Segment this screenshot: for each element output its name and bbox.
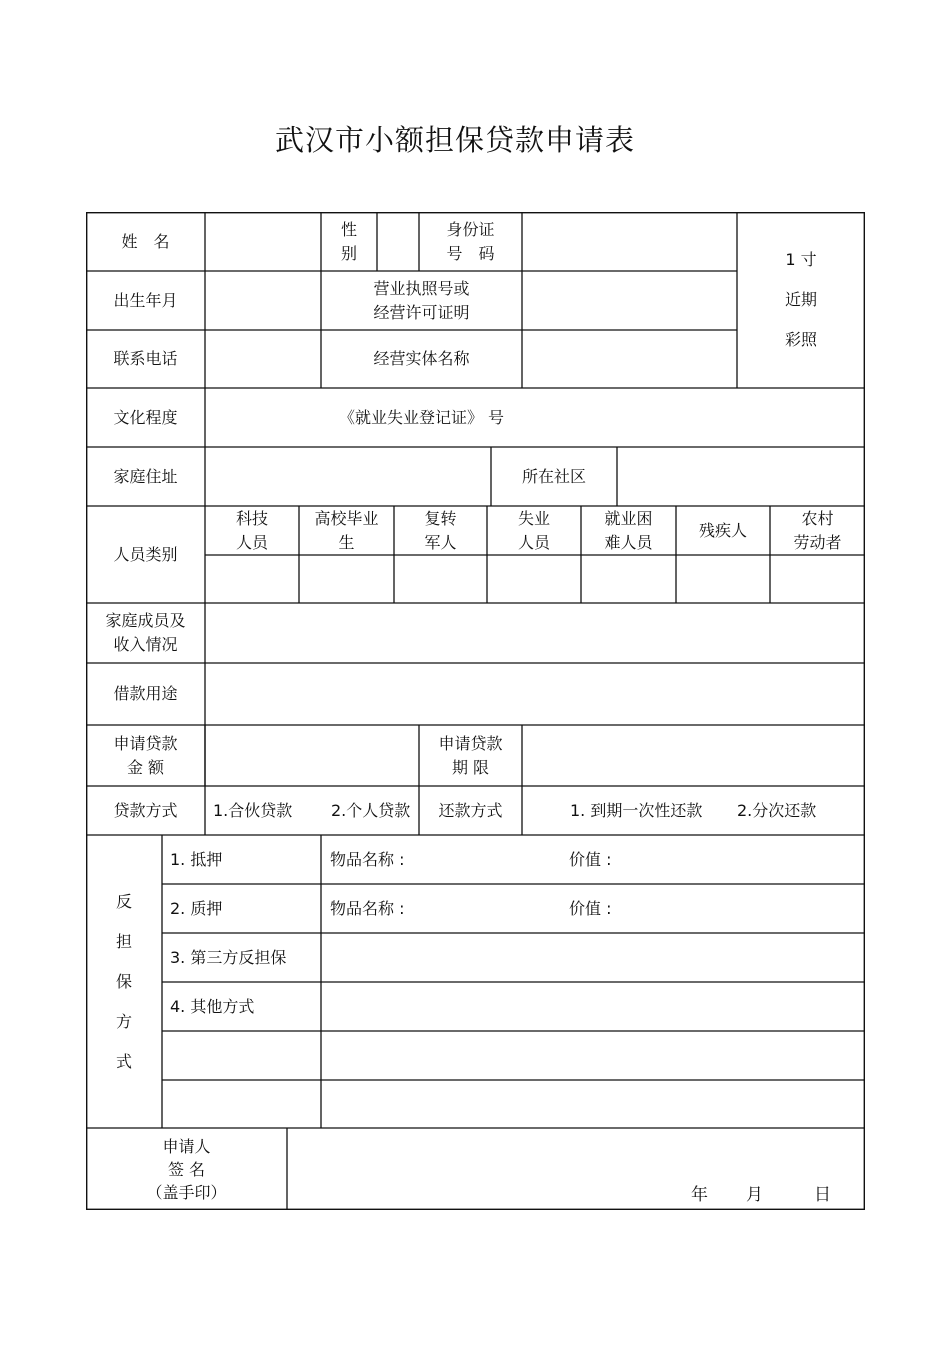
category-check-tech[interactable] xyxy=(205,555,299,603)
name-label: 姓 名 xyxy=(121,231,170,251)
loan-option-partnership[interactable]: 1.合伙贷款 xyxy=(213,800,293,820)
amount-field[interactable] xyxy=(205,725,419,786)
address-field[interactable] xyxy=(205,447,491,506)
entity-label: 经营实体名称 xyxy=(373,349,470,368)
cg-blank-label-1[interactable] xyxy=(162,1031,321,1080)
license-label: 营业执照号或 经营许可证明 xyxy=(373,278,470,322)
date-year-label: 年 xyxy=(691,1185,708,1205)
signature-label: 申请人 签 名 （盖手印） xyxy=(146,1136,227,1202)
term-field[interactable] xyxy=(522,725,865,786)
form-title: 武汉市小额担保贷款申请表 xyxy=(274,123,635,157)
gender-label: 性 别 xyxy=(340,219,357,263)
cg-blank-field-2[interactable] xyxy=(321,1080,865,1128)
amount-label: 申请贷款 金 额 xyxy=(113,733,178,777)
cg-mortgage-label: 1. 抵押 xyxy=(170,849,223,869)
cg-pledge-value-label: 价值 : xyxy=(569,898,612,918)
phone-field[interactable] xyxy=(205,330,321,388)
category-check-rural[interactable] xyxy=(770,555,865,603)
category-check-veteran[interactable] xyxy=(394,555,487,603)
term-label: 申请贷款 期 限 xyxy=(438,733,503,777)
birth-label: 出生年月 xyxy=(113,290,178,310)
cg-blank-field-1[interactable] xyxy=(321,1031,865,1080)
loan-method-label: 贷款方式 xyxy=(113,800,178,820)
cg-mortgage-value-label: 价值 : xyxy=(569,849,612,869)
employment-cert-field[interactable] xyxy=(522,388,865,447)
gender-field[interactable] xyxy=(377,212,419,271)
category-check-graduate[interactable] xyxy=(299,555,394,603)
purpose-label: 借款用途 xyxy=(113,684,178,703)
repay-method-label: 还款方式 xyxy=(438,800,503,820)
employment-cert-label: 《就业失业登记证》 号 xyxy=(338,407,505,427)
cg-mortgage-item-label: 物品名称 : xyxy=(330,849,405,869)
name-field[interactable] xyxy=(205,212,321,271)
community-field[interactable] xyxy=(617,447,865,506)
entity-field[interactable] xyxy=(522,330,737,388)
education-field[interactable] xyxy=(205,388,321,447)
counter-guarantee-label: 反 担 保 方 式 xyxy=(115,891,132,1071)
cg-other-label: 4. 其他方式 xyxy=(170,996,255,1016)
date-day-label: 日 xyxy=(814,1185,831,1205)
family-income-label: 家庭成员及 收入情况 xyxy=(105,611,186,654)
id-card-field[interactable] xyxy=(522,212,737,271)
cg-third-party-field[interactable] xyxy=(321,933,865,982)
cg-pledge-label: 2. 质押 xyxy=(170,898,223,918)
address-label: 家庭住址 xyxy=(113,466,178,486)
cg-other-field[interactable] xyxy=(321,982,865,1031)
repay-option-lump-sum[interactable]: 1. 到期一次性还款 xyxy=(570,800,703,820)
cg-pledge-item-label: 物品名称 : xyxy=(330,898,405,918)
cg-blank-label-2[interactable] xyxy=(162,1080,321,1128)
repay-option-installment[interactable]: 2.分次还款 xyxy=(737,800,817,820)
cg-third-party-label: 3. 第三方反担保 xyxy=(170,947,287,967)
category-header-disabled: 残疾人 xyxy=(698,520,747,540)
signature-field[interactable] xyxy=(287,1128,865,1210)
category-header-unemployed: 失业 人员 xyxy=(517,508,550,552)
category-header-tech: 科技 人员 xyxy=(235,508,268,552)
category-header-rural: 农村 劳动者 xyxy=(793,508,842,552)
purpose-field[interactable] xyxy=(205,663,865,725)
category-header-graduate: 高校毕业 生 xyxy=(314,508,379,552)
application-form-table xyxy=(86,212,865,1210)
photo-box[interactable]: 1 寸 近期 彩照 xyxy=(784,250,817,349)
id-card-label: 身份证 号 码 xyxy=(446,219,495,263)
category-check-unemployed[interactable] xyxy=(487,555,581,603)
category-header-hardship: 就业困 难人员 xyxy=(604,508,653,552)
phone-label: 联系电话 xyxy=(113,349,178,368)
education-label: 文化程度 xyxy=(113,407,178,427)
category-label: 人员类别 xyxy=(113,544,178,564)
birth-field[interactable] xyxy=(205,271,321,330)
category-check-disabled[interactable] xyxy=(676,555,770,603)
loan-option-personal[interactable]: 2.个人贷款 xyxy=(331,800,411,820)
license-field[interactable] xyxy=(522,271,737,330)
category-header-veteran: 复转 军人 xyxy=(424,508,457,552)
date-month-label: 月 xyxy=(746,1185,763,1205)
community-label: 所在社区 xyxy=(521,466,586,486)
category-check-hardship[interactable] xyxy=(581,555,676,603)
family-income-field[interactable] xyxy=(205,603,865,663)
